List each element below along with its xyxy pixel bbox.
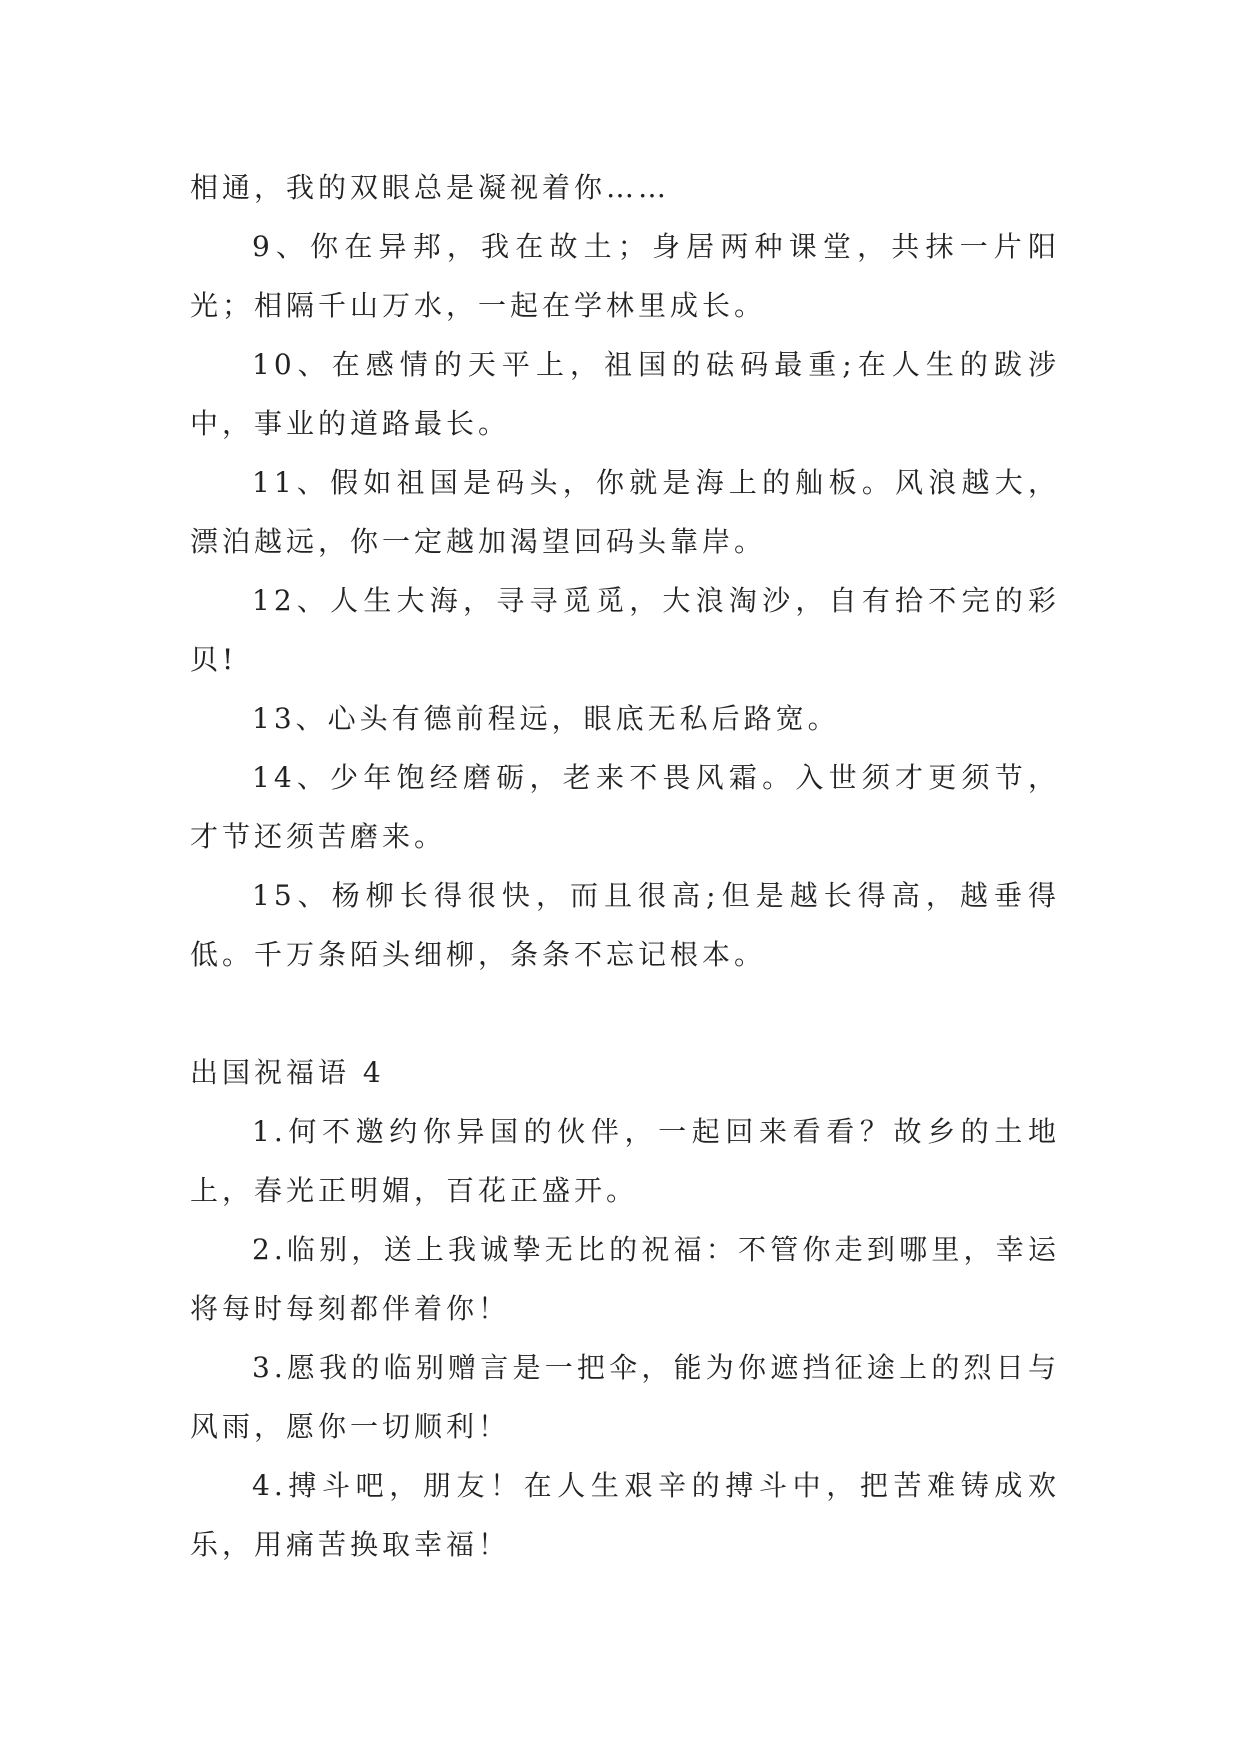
blessing-item-13: 13、心头有德前程远，眼底无私后路宽。 (252, 702, 840, 735)
section-4-item-2: 2.临别，送上我诚挚无比的祝福：不管你走到哪里，幸运将每时每刻都伴着你！ (190, 1233, 1060, 1325)
blessing-item-15: 15、杨柳长得很快，而且很高;但是越长得高，越垂得低。千万条陌头细柳，条条不忘记根本。 (190, 879, 1060, 971)
blessing-item-14: 14、少年饱经磨砺，老来不畏风霜。入世须才更须节，才节还须苦磨来。 (190, 761, 1060, 853)
blessing-item-11: 11、假如祖国是码头，你就是海上的舢板。风浪越大，漂泊越远，你一定越加渴望回码头靠岸。 (190, 466, 1060, 558)
section-4-title: 出国祝福语 4 (190, 1056, 385, 1089)
blessing-item-10: 10、在感情的天平上，祖国的砝码最重;在人生的跋涉中，事业的道路最长。 (190, 348, 1060, 440)
section-spacer (190, 984, 1060, 1043)
section-4-item-4: 4.搏斗吧，朋友！在人生艰辛的搏斗中，把苦难铸成欢乐，用痛苦换取幸福！ (190, 1469, 1060, 1561)
document-body (190, 158, 1060, 1574)
continuation-paragraph: 相通，我的双眼总是凝视着你…… (190, 171, 671, 204)
blessing-item-12: 12、人生大海，寻寻觅觅，大浪淘沙，自有拾不完的彩贝! (190, 584, 1060, 676)
section-4-item-1: 1.何不邀约你异国的伙伴，一起回来看看？故乡的土地上，春光正明媚，百花正盛开。 (190, 1115, 1060, 1207)
blessing-item-9: 9、你在异邦，我在故土；身居两种课堂，共抹一片阳光；相隔千山万水，一起在学林里成长。 (190, 230, 1060, 322)
section-4-item-3: 3.愿我的临别赠言是一把伞，能为你遮挡征途上的烈日与风雨，愿你一切顺利！ (190, 1351, 1060, 1443)
